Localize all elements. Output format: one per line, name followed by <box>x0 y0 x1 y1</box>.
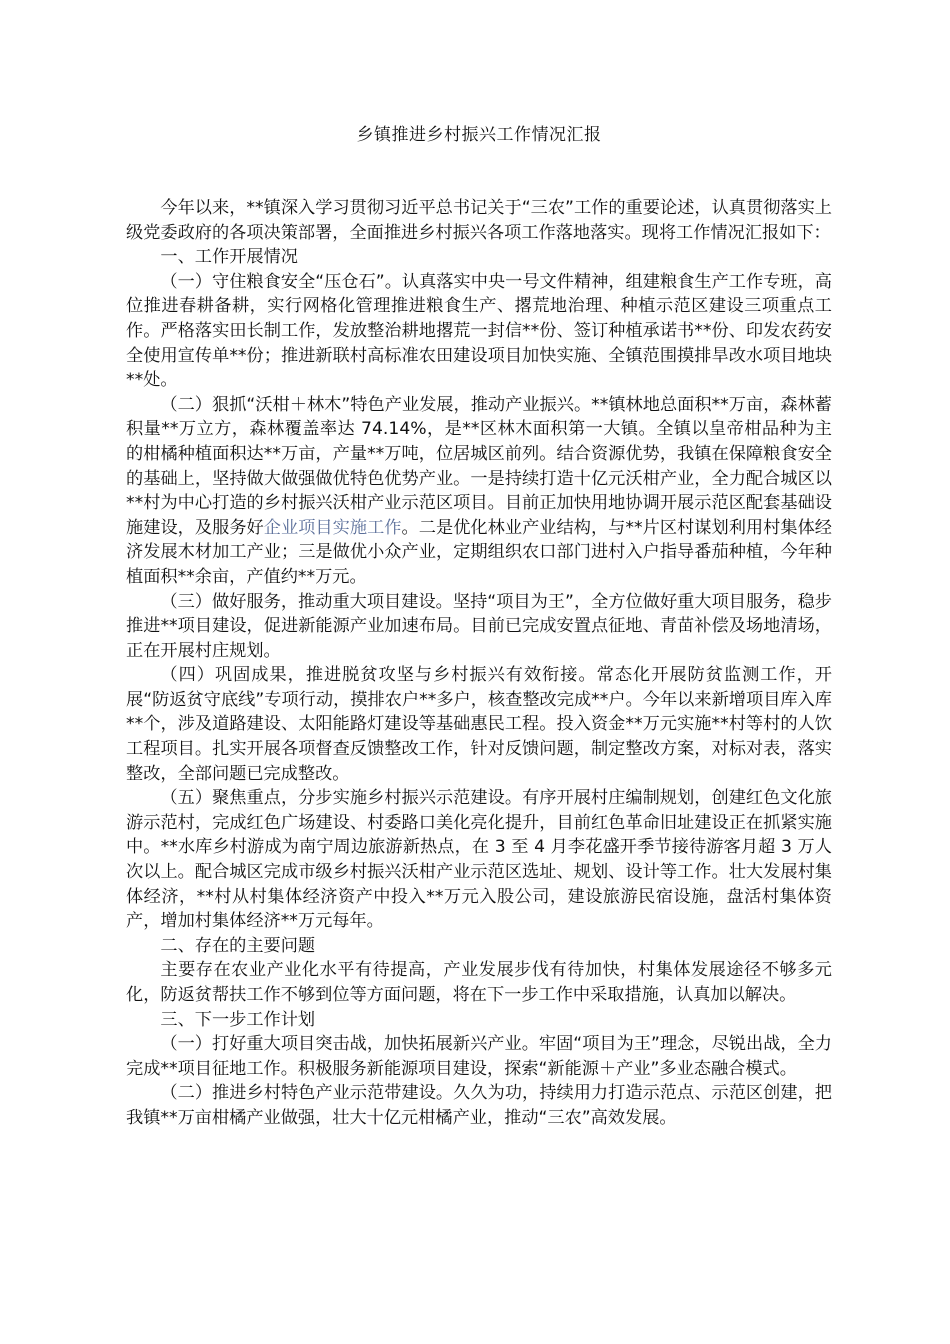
paragraph-industry-text-a: （二）狠抓“沃柑＋林木”特色产业发展，推动产业振兴。**镇林地总面积**万亩，森林蓄积量**万立方，森林覆盖率达 74.14%，是**区林木面积第一大镇。全镇以皇帝柑品种为主的柑橘种植面积达**万亩，产量**万吨，位居城区前列。结合资源优势，我镇在保障粮食安全的基础上，坚持做大做强做优特色优势产业。一是持续打造十亿元沃柑产业，全力配合城区以**村为中心打造的乡村振兴沃柑产业示范区项目。目前正加快用地协调开展示范区配套基础设施建设，及服务好 <box>126 394 832 538</box>
paragraph-plan-industry-belt: （二）推进乡村特色产业示范带建设。久久为功，持续用力打造示范点、示范区创建，把我镇**万亩柑橘产业做强，壮大十亿元柑橘产业，推动“三农”高效发展。 <box>126 1083 832 1128</box>
paragraph-grain-security: （一）守住粮食安全“压仓石”。认真落实中央一号文件精神，组建粮食生产工作专班，高位推进春耕备耕，实行网格化管理推进粮食生产、撂荒地治理、种植示范区建设三项重点工作。严格落实田长制工作，发放整治耕地撂荒一封信**份、签订种植承诺书**份、印发农药安全使用宣传单**份；推进新联村高标准农田建设项目加快实施、全镇范围摸排旱改水项目地块**处。 <box>126 271 832 391</box>
paragraph-poverty-consolidation: （四）巩固成果，推进脱贫攻坚与乡村振兴有效衔接。常态化开展防贫监测工作，开展“防返贫守底线”专项行动，摸排农户**多户，核查整改完成**户。今年以来新增项目库入库**个，涉及道路建设、太阳能路灯建设等基础惠民工程。投入资金**万元实施**村等村的人饮工程项目。扎实开展各项督查反馈整改工作，针对反馈问题，制定整改方案，对标对表，落实整改，全部问题已完成整改。 <box>126 665 832 784</box>
intro-paragraph: 今年以来，**镇深入学习贯彻习近平总书记关于“三农”工作的重要论述，认真贯彻落实上级党委政府的各项决策部署，全面推进乡村振兴各项工作落地落实。现将工作情况汇报如下： <box>126 198 832 243</box>
paragraph-demonstration-construction: （五）聚焦重点，分步实施乡村振兴示范建设。有序开展村庄编制规划，创建红色文化旅游示范村，完成红色广场建设、村委路口美化亮化提升，目前红色革命旧址建设正在抓紧实施中。**水库乡村游成为南宁周边旅游新热点，在 3 至 4 月李花盛开季节接待游客月超 3 万人次以上。配合城区完成市级乡村振兴沃柑产业示范区选址、规划、设计等工作。壮大发展村集体经济，**村从村集体经济资产中投入**万元入股公司，建设旅游民宿设施，盘活村集体资产，增加村集体经济**万元每年。 <box>126 788 832 932</box>
paragraph-plan-projects: （一）打好重大项目突击战，加快拓展新兴产业。牢固“项目为王”理念，尽锐出战，全力完成**项目征地工作。积极服务新能源项目建设，探索“新能源＋产业”多业态融合模式。 <box>126 1034 832 1079</box>
section-heading-next-plan: 三、下一步工作计划 <box>160 1009 316 1030</box>
paragraph-industry-development <box>126 393 832 590</box>
enterprise-project-link[interactable]: 企业项目实施工作 <box>263 517 402 538</box>
paragraph-major-projects: （三）做好服务，推动重大项目建设。坚持“项目为王”，全方位做好重大项目服务，稳步推进**项目建设，促进新能源产业加速布局。目前已完成安置点征地、青苗补偿及场地清场，正在开展村庄规划。 <box>126 591 832 661</box>
paragraph-industry-text-b: 。二是优化林业产业结构，与**片区村谋划利用村集体经济发展木材加工产业；三是做优小众产业，定期组织农口部门进村入户指导番茄种植，今年种植面积**余亩，产值约**万元。 <box>126 517 832 587</box>
document-title: 乡镇推进乡村振兴工作情况汇报 <box>356 125 602 145</box>
section-heading-main-problems: 二、存在的主要问题 <box>160 935 316 956</box>
section-heading-work-progress: 一、工作开展情况 <box>160 247 298 268</box>
paragraph-problems: 主要存在农业产业化水平有待提高，产业发展步伐有待加快，村集体发展途径不够多元化，防返贫帮扶工作不够到位等方面问题，将在下一步工作中采取措施，认真加以解决。 <box>126 960 832 1005</box>
document-body <box>126 196 832 1131</box>
